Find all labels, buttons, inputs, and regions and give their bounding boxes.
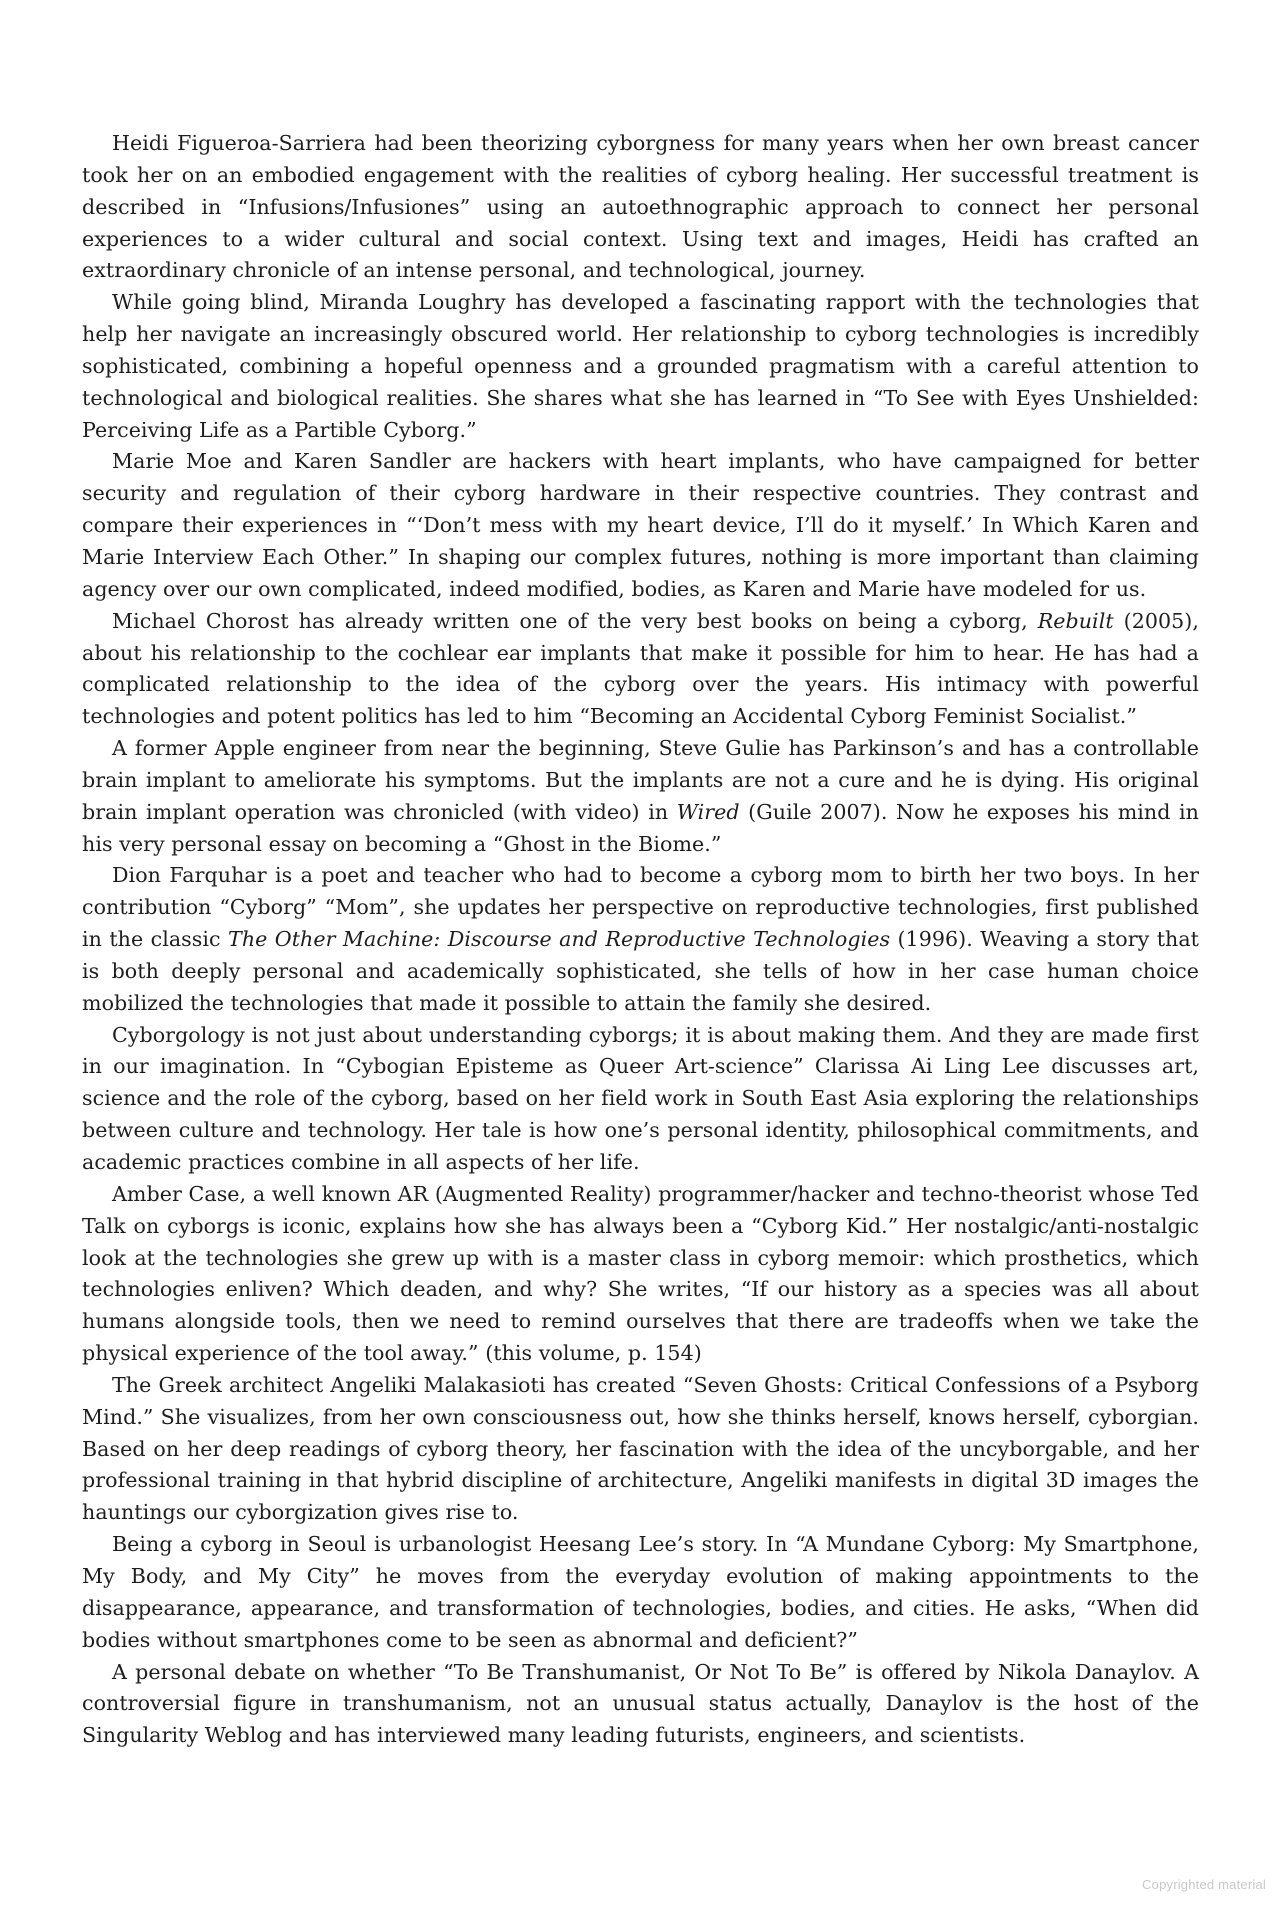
paragraph-text: While going blind, Miranda Loughry has developed a fascinating rapport with the technologies that help her navigate an increasingly obscured world. Her relationship to cyborg technologies is incredibly sophisticated, combining a hopeful openness and a grounded pragmatism with a careful attention to technological and biological realities. She shares what she has learned in “To See with Eyes Unshielded: Perceiving Life as a Partible Cyborg.” — [82, 290, 1199, 442]
paragraph — [82, 1529, 1199, 1656]
paragraph-text: The Greek architect Angeliki Malakasioti has created “Seven Ghosts: Critical Confessions of a Psyborg Mind.” She visualizes, from her own consciousness out, how she thinks herself, knows herself, cyborgian. Based on her deep readings of cyborg theory, her fascination with the idea of the uncyborgable, and her professional training in that hybrid discipline of architecture, Angeliki manifests in digital 3D images the hauntings our cyborgization gives rise to. — [82, 1372, 1199, 1525]
page-body — [82, 128, 1199, 1752]
paragraph-text: Being a cyborg in Seoul is urbanologist Heesang Lee’s story. In “A Mundane Cyborg: My Smartphone, My Body, and My City” he moves from the everyday evolution of making appointments to the disappearance, appearance, and transformation of technologies, bodies, and cities. He asks, “When did bodies without smartphones come to be seen as abnormal and deficient?” — [82, 1532, 1199, 1652]
paragraph — [82, 860, 1199, 1019]
magazine-title: Wired — [676, 799, 740, 824]
paragraph-text: A former Apple engineer from near the beginning, Steve Gulie has Parkinson’s and has a controllable brain implant to ameliorate his symptoms. But the implants are not a cure and he is dying. His original brain implant operation was chronicled (with video) in — [82, 736, 1199, 824]
copyright-watermark: Copyrighted material — [1142, 1877, 1266, 1892]
paragraph — [82, 733, 1199, 860]
paragraph-text: (2005), about his relationship to the cochlear ear implants that make it possible for him to hear. He has had a complicated relationship to the idea of the cyborg over the years. His intimacy with powerful technologies and potent politics has led to him “Becoming an Accidental Cyborg Feminist Socialist.” — [82, 608, 1199, 729]
book-title: Rebuilt — [1037, 608, 1114, 633]
paragraph — [82, 606, 1199, 733]
paragraph-text: (1996). Weaving a story that is both deeply personal and academically sophisticated, she tells of how in her case human choice mobilized the technologies that made it possible to attain the family she desired. — [82, 927, 1199, 1015]
paragraph-text: Michael Chorost has already written one of the very best books on being a cyborg, — [112, 608, 1038, 633]
paragraph-text: Amber Case, a well known AR (Augmented Reality) programmer/hacker and techno-theorist whose Ted Talk on cyborgs is iconic, explains how she has always been a “Cyborg Kid.” Her nostalgic/anti-nostalgic look at the technologies she grew up with is a master class in cyborg memoir: which prosthetics, which technologies enliven? Which deaden, and why? She writes, “If our history as a species was all about humans alongside tools, then we need to remind ourselves that there are tradeoffs when we take the physical experience of the tool away.” (this volume, p. 154) — [82, 1181, 1199, 1366]
paragraph-text: (Guile 2007). Now he exposes his mind in his very personal essay on becoming a “Ghost in the Biome.” — [82, 799, 1199, 856]
paragraph — [82, 128, 1199, 287]
paragraph-text: Heidi Figueroa-Sarriera had been theorizing cyborgness for many years when her own breast cancer took her on an embodied engagement with the realities of cyborg healing. Her successful treatment is described in “Infusions/Infusiones” using an autoethnographic approach to connect her personal experiences to a wider cultural and social context. Using text and images, Heidi has crafted an extraordinary chronicle of an intense personal, and technological, journey. — [82, 131, 1199, 283]
paragraph — [82, 1020, 1199, 1179]
paragraph — [82, 287, 1199, 446]
book-title: The Other Machine: Discourse and Reproductive Technologies — [228, 927, 891, 952]
paragraph — [82, 446, 1199, 605]
paragraph-text: Marie Moe and Karen Sandler are hackers with heart implants, who have campaigned for better security and regulation of their cyborg hardware in their respective countries. They contrast and compare their experiences in “‘Don’t mess with my heart device, I’ll do it myself.’ In Which Karen and Marie Interview Each Other.” In shaping our complex futures, nothing is more important than claiming agency over our own complicated, indeed modified, bodies, as Karen and Marie have modeled for us. — [82, 449, 1199, 601]
paragraph — [82, 1657, 1199, 1753]
paragraph-text: Dion Farquhar is a poet and teacher who had to become a cyborg mom to birth her two boys. In her contribution “Cyborg” “Mom”, she updates her perspective on reproductive technologies, first published in the classic — [82, 863, 1199, 952]
paragraph-text: Cyborgology is not just about understanding cyborgs; it is about making them. And they are made first in our imagination. In “Cybogian Episteme as Queer Art-science” Clarissa Ai Ling Lee discusses art, science and the role of the cyborg, based on her field work in South East Asia exploring the relationships between culture and technology. Her tale is how one’s personal identity, philosophical commitments, and academic practices combine in all aspects of her life. — [82, 1022, 1199, 1174]
paragraph — [82, 1370, 1199, 1529]
paragraph — [82, 1179, 1199, 1370]
paragraph-text: A personal debate on whether “To Be Transhumanist, Or Not To Be” is offered by Nikola Danaylov. A controversial figure in transhumanism, not an unusual status actually, Danaylov is the host of the Singularity Weblog and has interviewed many leading futurists, engineers, and scientists. — [82, 1659, 1199, 1748]
